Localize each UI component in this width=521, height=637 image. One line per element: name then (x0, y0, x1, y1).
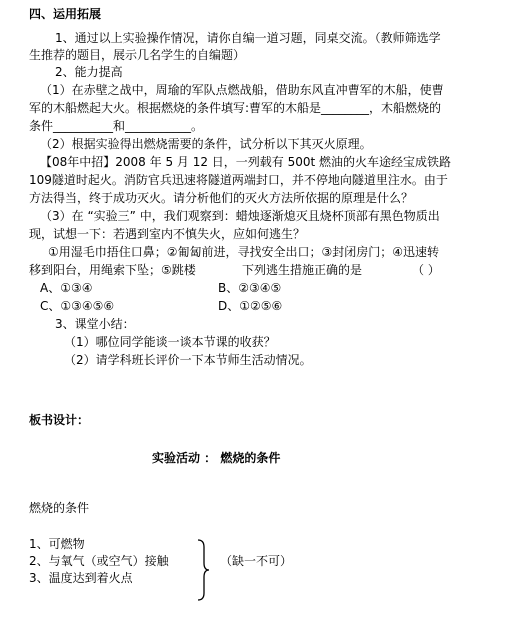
q2-line1: （2）根据实验得出燃烧需要的条件，试分析以下其灭火原理。 (40, 137, 372, 151)
section-heading: 四、运用拓展 (29, 7, 102, 21)
board-design-label: 板书设计： (29, 413, 90, 427)
board-subtitle: 燃烧的条件 (29, 501, 90, 515)
option-a: A、①③④ (40, 281, 93, 295)
condition-1: 1、可燃物 (29, 537, 85, 551)
condition-3: 3、温度达到着火点 (29, 571, 133, 585)
q2-line3: 109隧道时起火。消防官兵迅速将隧道两端封口，并不停地向隧道里注水。由于 (29, 173, 448, 187)
q2-line2: 【08年中招】2008 年 5 月 12 日，一列载有 500t 燃油的火车途经宝成铁路 (40, 155, 452, 169)
summary-q2: （2）请学科班长评价一下本节师生活动情况。 (64, 353, 312, 367)
item1-line1: 1、通过以上实验操作情况，请你自编一道习题，同桌交流。（教师筛选学 (55, 31, 441, 45)
option-c: C、①③④⑤⑥ (40, 299, 115, 313)
q1-line3: 条件__________和___________。 (29, 119, 204, 133)
option-d: D、①②⑤⑥ (218, 299, 283, 313)
item1-line2: 生推荐的题目，展示几名学生的自编题） (29, 48, 246, 62)
item2-heading: 2、能力提高 (55, 65, 123, 79)
q3-answer-blank: （ ） (412, 263, 440, 277)
q3-line2: 现，试想一下：若遇到室内不慎失火，应如何逃生？ (29, 227, 306, 241)
option-b: B、②③④⑤ (218, 281, 282, 295)
q2-line4: 方法得当，终于成功灭火。请分析他们的灭火方法所依据的原理是什么？ (29, 191, 414, 205)
q1-line2: 军的木船燃起大火。根据燃烧的条件填写:曹军的木船是________，木船燃烧的 (29, 101, 442, 115)
q3-line1: （3）在 “实验三” 中，我们观察到：蜡烛逐渐熄灭且烧杯顶部有黑色物质出 (40, 209, 440, 223)
q1-line1: （1）在赤壁之战中，周瑜的军队点燃战船，借助东风直冲曹军的木船，使曹 (40, 83, 444, 97)
summary-q1: （1）哪位同学能谈一谈本节课的收获？ (64, 335, 276, 349)
condition-note: （缺一不可） (220, 554, 293, 568)
q3-line4-b: 下列逃生措施正确的是 (242, 263, 363, 277)
q3-line4-a: 移到阳台，用绳索下坠；⑤跳楼 (29, 263, 196, 277)
item3-heading: 3、课堂小结： (55, 317, 135, 331)
q3-line3: ①用湿毛巾捂住口鼻；②匍匐前进，寻找安全出口；③封闭房门；④迅速转 (48, 245, 440, 259)
curly-brace-icon (196, 539, 210, 601)
board-title: 实验活动 ： 燃烧的条件 (152, 451, 281, 465)
condition-2: 2、与氧气（或空气）接触 (29, 554, 169, 568)
